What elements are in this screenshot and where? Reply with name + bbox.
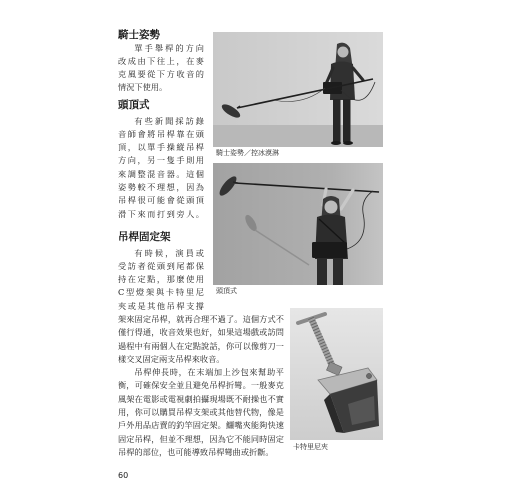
text-line: 僅行得通，收音效果也好，如果這場戲或訪問 — [118, 327, 284, 338]
text-line: 受訪者從頭到尾都保 — [118, 260, 204, 271]
text-line: 戶外用品店賣的釣竿固定架。鱷嘴夾能夠快速 — [118, 420, 284, 431]
text-line: 改成由下往上，在麥 — [118, 55, 204, 66]
text-line: 情況下使用。 — [118, 82, 168, 93]
text-line: 單手舉桿的方向 — [134, 42, 204, 53]
text-line: 夾或是其他吊桿支撐 — [118, 300, 204, 311]
heading-boom-mount: 吊桿固定架 — [118, 230, 171, 243]
text-line: 吊桿的部位，也可能導致吊桿彎曲或折斷。 — [118, 446, 274, 457]
text-line: 吊桿伸長時，在末端加上沙包來幫助平 — [134, 367, 284, 378]
text-line: 衡，可確保安全並且避免吊桿折彎。一般麥克 — [118, 380, 284, 391]
text-line: 樣交叉固定兩支吊桿來收音。 — [118, 353, 225, 364]
photo-knight-posture — [213, 32, 383, 147]
text-line: 頂，以單手操縱吊桿 — [118, 142, 204, 153]
text-line: 架來固定吊桿，就再合理不過了。這個方式不 — [118, 313, 284, 324]
text-line: 來調整混音器。這個 — [118, 168, 204, 179]
text-line: 克風要從下方收音的 — [118, 69, 204, 80]
page-number: 60 — [118, 471, 129, 480]
text-line: 有時候，演員或 — [134, 247, 204, 258]
text-line: 滑下來而打到旁人。 — [118, 208, 204, 219]
heading-knight-posture: 騎士姿勢 — [118, 29, 160, 41]
caption-knight-posture: 騎士姿勢／控冰漠淋 — [216, 149, 279, 157]
text-line: 用，你可以購買吊桿支架或其他替代物，像是 — [118, 407, 284, 418]
text-line: 過程中有兩個人在定點說話，你可以像剪刀一 — [118, 340, 284, 351]
text-line: 風架在電影或電視劇拍攝現場既不耐操也不實 — [118, 393, 284, 404]
text-line: 持在定點，那麼使用 — [118, 274, 204, 285]
paragraph-knight-posture — [118, 42, 204, 95]
photo-overhead-posture — [213, 163, 383, 285]
text-line: 固定吊桿，但並不理想，因為它不能同時固定 — [118, 433, 284, 444]
caption-cardellini-clamp: 卡特里尼夾 — [293, 443, 328, 451]
text-line: 方向，另一隻手則用 — [118, 155, 204, 166]
heading-overhead: 頭頂式 — [118, 98, 150, 111]
caption-overhead: 頭頂式 — [216, 287, 237, 295]
text-line: 有些新聞採訪錄 — [134, 115, 204, 126]
paragraph-overhead — [118, 115, 204, 221]
text-line: 音師會將吊桿靠在頭 — [118, 128, 204, 139]
text-line: C型燈架與卡特里尼 — [118, 287, 204, 298]
photo-cardellini-clamp — [290, 308, 383, 440]
text-line: 姿勢較不理想，因為 — [118, 181, 204, 192]
text-line: 吊桿很可能會從頭頂 — [118, 195, 204, 206]
